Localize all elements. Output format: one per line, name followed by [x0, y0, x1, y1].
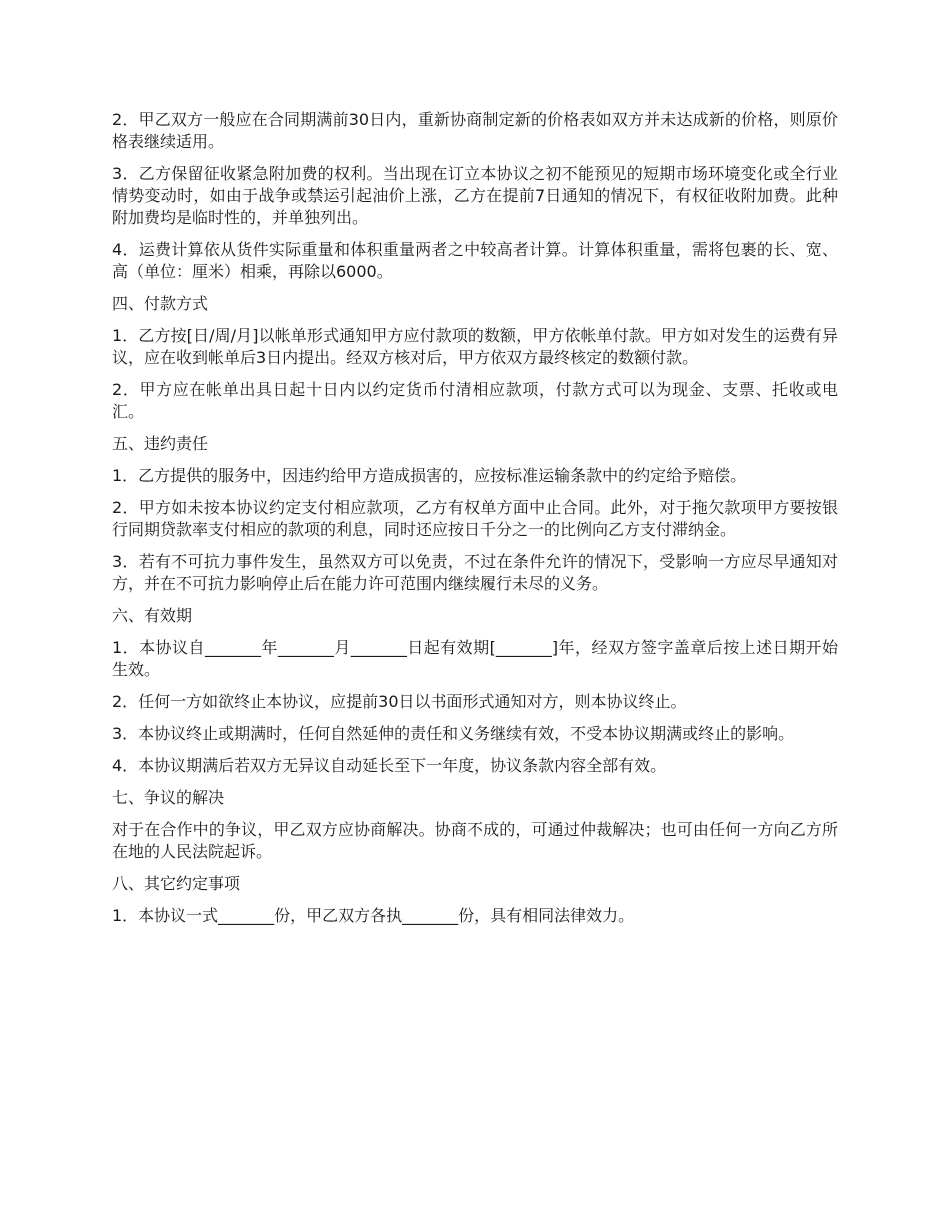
section-heading-validity: 六、有效期 [112, 606, 193, 625]
clause-price-renewal: 2．甲乙双方一般应在合同期满前30日内，重新协商制定新的价格表如双方并未达成新的价格，则原价格表继续适用。 [112, 110, 838, 151]
clause-surviving-obligations: 3．本协议终止或期满时，任何自然延伸的责任和义务继续有效，不受本协议期满或终止的影响。 [112, 724, 795, 743]
clause-late-payment: 2．甲方如未按本协议约定支付相应款项，乙方有权单方面中止合同。此外，对于拖欠款项甲方要按银行同期贷款率支付相应的款项的利息，同时还应按日千分之一的比例向乙方支付滞纳金。 [112, 498, 838, 539]
clause-billing: 1．乙方按[日/周/月]以帐单形式通知甲方应付款项的数额，甲方依帐单付款。甲方如对发生的运费有异议，应在收到帐单后3日内提出。经双方核对后，甲方依双方最终核定的数额付款。 [112, 326, 838, 367]
section-heading-liability: 五、违约责任 [112, 434, 209, 453]
section-heading-payment: 四、付款方式 [112, 294, 209, 313]
clause-auto-renewal: 4．本协议期满后若双方无异议自动延长至下一年度，协议条款内容全部有效。 [112, 756, 667, 775]
clause-effective-date: 1．本协议自_______年_______月_______日起有效期[_______]年，经双方签字盖章后按上述日期开始生效。 [112, 638, 838, 679]
clause-copies: 1．本协议一式_______份，甲乙双方各执_______份，具有相同法律效力。 [112, 906, 635, 925]
clause-surcharge: 3．乙方保留征收紧急附加费的权利。当出现在订立本协议之初不能预见的短期市场环境变化或全行业情势变动时，如由于战争或禁运引起油价上涨，乙方在提前7日通知的情况下，有权征收附加费。此种附加费均是临时性的，并单独列出。 [112, 164, 838, 227]
clause-weight-calculation: 4．运费计算依从货件实际重量和体积重量两者之中较高者计算。计算体积重量，需将包裹的长、宽、高（单位：厘米）相乘，再除以6000。 [112, 240, 838, 281]
clause-compensation: 1．乙方提供的服务中，因违约给甲方造成损害的，应按标准运输条款中的约定给予赔偿。 [112, 466, 747, 485]
section-heading-dispute: 七、争议的解决 [112, 788, 225, 807]
clause-dispute-resolution: 对于在合作中的争议，甲乙双方应协商解决。协商不成的，可通过仲裁解决；也可由任何一方向乙方所在地的人民法院起诉。 [112, 820, 838, 861]
clause-force-majeure: 3．若有不可抗力事件发生，虽然双方可以免责，不过在条件允许的情况下，受影响一方应尽早通知对方，并在不可抗力影响停止后在能力许可范围内继续履行未尽的义务。 [112, 552, 838, 593]
clause-payment-method: 2．甲方应在帐单出具日起十日内以约定货币付清相应款项，付款方式可以为现金、支票、托收或电汇。 [112, 380, 838, 421]
clause-termination-notice: 2．任何一方如欲终止本协议，应提前30日以书面形式通知对方，则本协议终止。 [112, 692, 687, 711]
section-heading-other: 八、其它约定事项 [112, 874, 241, 893]
